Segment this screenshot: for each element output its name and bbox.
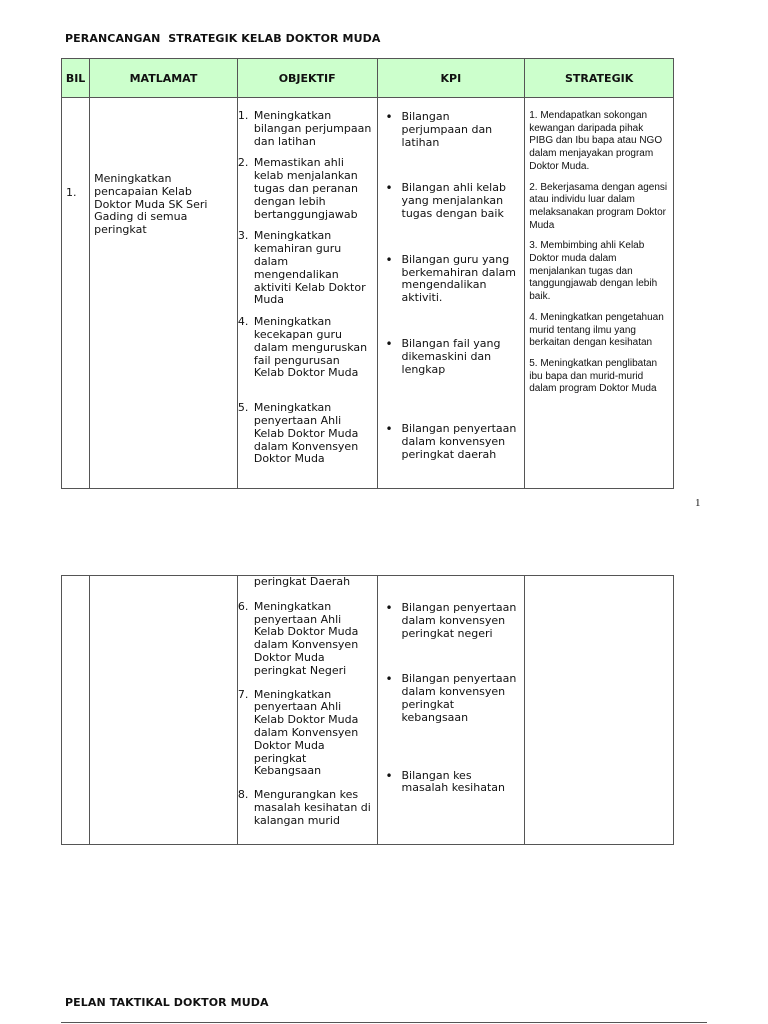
kpi-item: • Bilangan penyertaan dalam konvensyen peringkat negeri bbox=[378, 602, 525, 640]
kpi-item: • Bilangan kes masalah kesihatan bbox=[378, 770, 525, 796]
header-bil: BIL bbox=[62, 59, 90, 98]
objektif-item: 1. Meningkatkan bilangan perjumpaan dan latihan bbox=[237, 109, 372, 148]
header-strategik: STRATEGIK bbox=[525, 59, 674, 98]
kpi-item: • Bilangan perjumpaan dan latihan bbox=[378, 111, 525, 149]
objektif-item: 2. Memastikan ahli kelab menjalankan tugas dan peranan dengan lebih bertanggungjawab bbox=[237, 156, 358, 221]
strategik-item: 1. Mendapatkan sokongan kewangan daripada pihak PIBG dan Ibu bapa atau NGO dalam menjayakan program Doktor Muda. bbox=[529, 110, 663, 172]
document-title: PERANCANGAN STRATEGIK KELAB DOKTOR MUDA bbox=[65, 32, 381, 45]
table-header-row bbox=[62, 59, 674, 98]
objektif-item: 5. Meningkatkan penyertaan Ahli Kelab Doktor Muda dalam Konvensyen Doktor Muda bbox=[237, 401, 359, 466]
cell-bil bbox=[62, 98, 90, 489]
cell-kpi bbox=[377, 98, 525, 489]
strategic-plan-table bbox=[61, 58, 674, 489]
kpi-item: • Bilangan penyertaan dalam konvensyen peringkat kebangsaan bbox=[378, 673, 525, 724]
table-row bbox=[62, 576, 674, 845]
strategik-item: 2. Bekerjasama dengan agensi atau individu luar dalam melaksanakan program Doktor Muda bbox=[529, 181, 668, 231]
table-row bbox=[62, 98, 674, 489]
section-title: PELAN TAKTIKAL DOKTOR MUDA bbox=[65, 996, 269, 1009]
cell-objektif bbox=[237, 98, 377, 489]
cell-objektif bbox=[237, 576, 377, 845]
kpi-item: • Bilangan guru yang berkemahiran dalam mengendalikan aktiviti. bbox=[378, 254, 525, 305]
strategik-item: 4. Meningkatkan pengetahuan murid tentang ilmu yang berkaitan dengan kesihatan bbox=[529, 311, 664, 349]
table-top-border bbox=[61, 1022, 707, 1023]
strategik-item: 5. Meningkatkan penglibatan ibu bapa dan murid-murid dalam program Doktor Muda bbox=[529, 357, 658, 395]
kpi-item: • Bilangan ahli kelab yang menjalankan tugas dengan baik bbox=[378, 182, 525, 220]
cell-strategik bbox=[525, 576, 674, 845]
cell-strategik bbox=[525, 98, 674, 489]
page-number: 1 bbox=[695, 497, 701, 509]
cell-kpi bbox=[377, 576, 525, 845]
header-objektif: OBJEKTIF bbox=[237, 59, 377, 98]
bil-value: 1. bbox=[66, 186, 77, 199]
header-kpi: KPI bbox=[377, 59, 525, 98]
matlamat-text: Meningkatkan pencapaian Kelab Doktor Muda SK Seri Gading di semua peringkat bbox=[94, 172, 208, 237]
objektif-item: 6. Meningkatkan penyertaan Ahli Kelab Doktor Muda dalam Konvensyen Doktor Muda peringkat Negeri bbox=[237, 599, 359, 677]
objektif-item: 3. Meningkatkan kemahiran guru dalam mengendalikan aktiviti Kelab Doktor Muda bbox=[237, 229, 366, 307]
objektif-item: 7. Meningkatkan penyertaan Ahli Kelab Doktor Muda dalam Konvensyen Doktor Muda peringkat Kebangsaan bbox=[237, 687, 359, 778]
cell-bil bbox=[62, 576, 90, 845]
kpi-item: • Bilangan fail yang dikemaskini dan lengkap bbox=[378, 338, 525, 376]
objektif-continuation: peringkat Daerah bbox=[253, 575, 351, 588]
strategik-item: 3. Membimbing ahli Kelab Doktor muda dalam menjalankan tugas dan tanggungjawab dengan lebih baik. bbox=[529, 240, 658, 303]
cell-matlamat bbox=[90, 98, 238, 489]
objektif-item: 4. Meningkatkan kecekapan guru dalam menguruskan fail pengurusan Kelab Doktor Muda bbox=[237, 315, 368, 380]
cell-matlamat bbox=[90, 576, 238, 845]
objektif-item: 8. Mengurangkan kes masalah kesihatan di kalangan murid bbox=[237, 788, 371, 827]
kpi-item: • Bilangan penyertaan dalam konvensyen peringkat daerah bbox=[378, 423, 525, 461]
header-matlamat: MATLAMAT bbox=[90, 59, 238, 98]
strategic-plan-table-continued bbox=[61, 575, 674, 845]
